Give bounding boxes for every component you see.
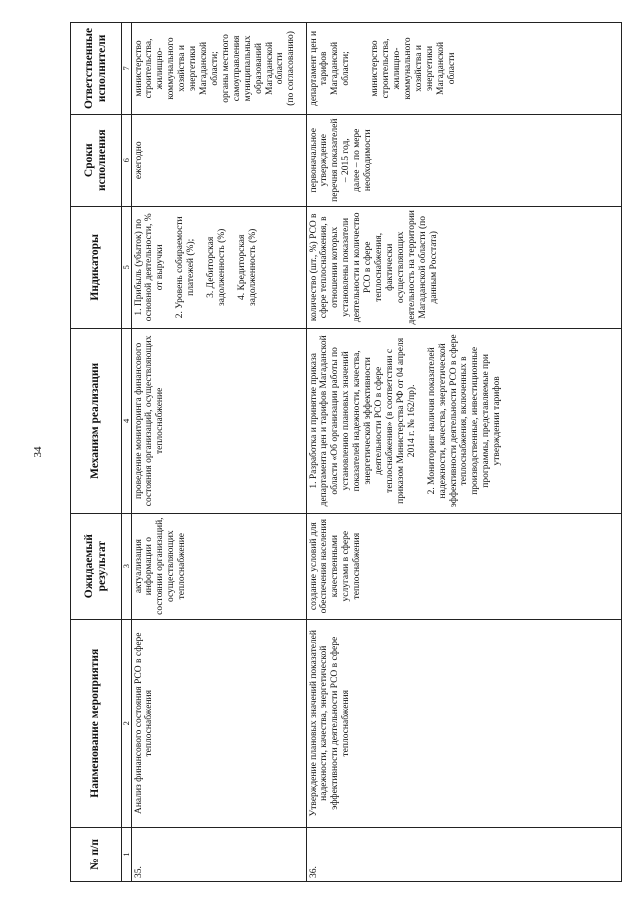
indicator-text: 4. Кредиторская задолженность (%) (236, 228, 258, 306)
measures-table (70, 22, 622, 882)
deadline-text: далее – по мере необходимости (352, 128, 374, 192)
responsible-text: министерство строительства, жилищно-коммунального хозяйства и энергетики Магаданской области (370, 37, 457, 100)
header-measure-name: Наименование мероприятия (71, 619, 122, 827)
indicator-text: 3. Дебиторская задолженность (%) (206, 228, 228, 306)
table-row (131, 23, 306, 882)
header-mechanism: Механизм реализации (71, 328, 122, 513)
header-expected-result: Ожидаемый результат (71, 513, 122, 619)
deadline-cell (131, 114, 306, 206)
column-number: 6 (122, 114, 132, 206)
indicator-text: 1. Прибыль (убыток) по основной деятельности, % от выручки (133, 213, 166, 322)
expected-result: создание условий для обеспечения населения качественными услугами в сфере теплоснабжения (306, 513, 622, 619)
header-deadline: Сроки исполнения (71, 114, 122, 206)
indicator-text: 2. Уровень собираемости платежей (%); (175, 216, 197, 319)
expected-result: актуализация информации о состоянии организаций, осуществляющих теплоснабжение (131, 513, 306, 619)
document-page (70, 22, 622, 882)
measure-name: Анализ финансового состояния РСО в сфере теплоснабжения (131, 619, 306, 827)
responsible-cell (131, 23, 306, 115)
deadline-cell (306, 114, 622, 206)
responsible-text: департамент цен и тарифов Магаданской области; (308, 30, 352, 106)
column-number: 5 (122, 206, 132, 328)
mechanism-text: 2. Мониторинг наличия показателей надежности, качества, энергетической эффективности деятельности РСО в сфере теплоснабжения, включенных в производственные, инвестиционные программы, представляемые при утверждении тарифов (426, 334, 503, 508)
column-number: 3 (122, 513, 132, 619)
indicator-text: количество (шт., %) РСО в сфере теплоснабжения, в отношении которых установлены показатели деятельности и количество РСО в сфере теплоснабжения, фактически осуществляющих деятельность на территории Магаданской области (по данным Росстата) (308, 210, 439, 325)
responsible-text: (по согласованию) (286, 31, 297, 106)
row-number: 36. (306, 827, 622, 881)
responsible-text: министерство строительства, жилищно-коммунального хозяйства и энергетики Магаданской области; (133, 37, 220, 100)
responsible-text: органы местного самоуправления муниципальных образований Магаданской области (220, 34, 286, 103)
indicators-cell (306, 206, 622, 328)
mechanism-text: проведение мониторинга финансового состояния организаций, осуществляющих теплоснабжение (133, 335, 166, 507)
deadline-text: ежегодно (133, 141, 144, 180)
column-number: 1 (122, 827, 132, 881)
mechanism-text: 1. Разработка и принятие приказа департамента цен и тарифов Магаданской области «Об организации работы по установлению плановых значений показателей надежности, качества, энергетической эффективности деятельности РСО в сфере теплоснабжения» (в соответствии с приказом Министерства РФ от 04 апреля 2014 г. № 162/пр). (308, 335, 417, 507)
measure-name: Утверждение плановых значений показателей надежности, качества, энергетической эффективности деятельности РСО в сфере теплоснабжения (306, 619, 622, 827)
responsible-cell (306, 23, 622, 115)
column-number: 7 (122, 23, 132, 115)
indicators-cell (131, 206, 306, 328)
mechanism-cell (306, 328, 622, 513)
header-indicators: Индикаторы (71, 206, 122, 328)
mechanism-cell (131, 328, 306, 513)
column-number: 2 (122, 619, 132, 827)
row-number: 35. (131, 827, 306, 881)
header-responsible: Ответственные исполнители (71, 23, 122, 115)
header-number: № п/п (71, 827, 122, 881)
column-number-row (122, 23, 132, 882)
header-row (71, 23, 122, 882)
deadline-text: первоначальное утверждение перечня показателей – 2015 год, (308, 118, 352, 202)
page-number: 34 (32, 446, 44, 458)
column-number: 4 (122, 328, 132, 513)
table-row (306, 23, 622, 882)
